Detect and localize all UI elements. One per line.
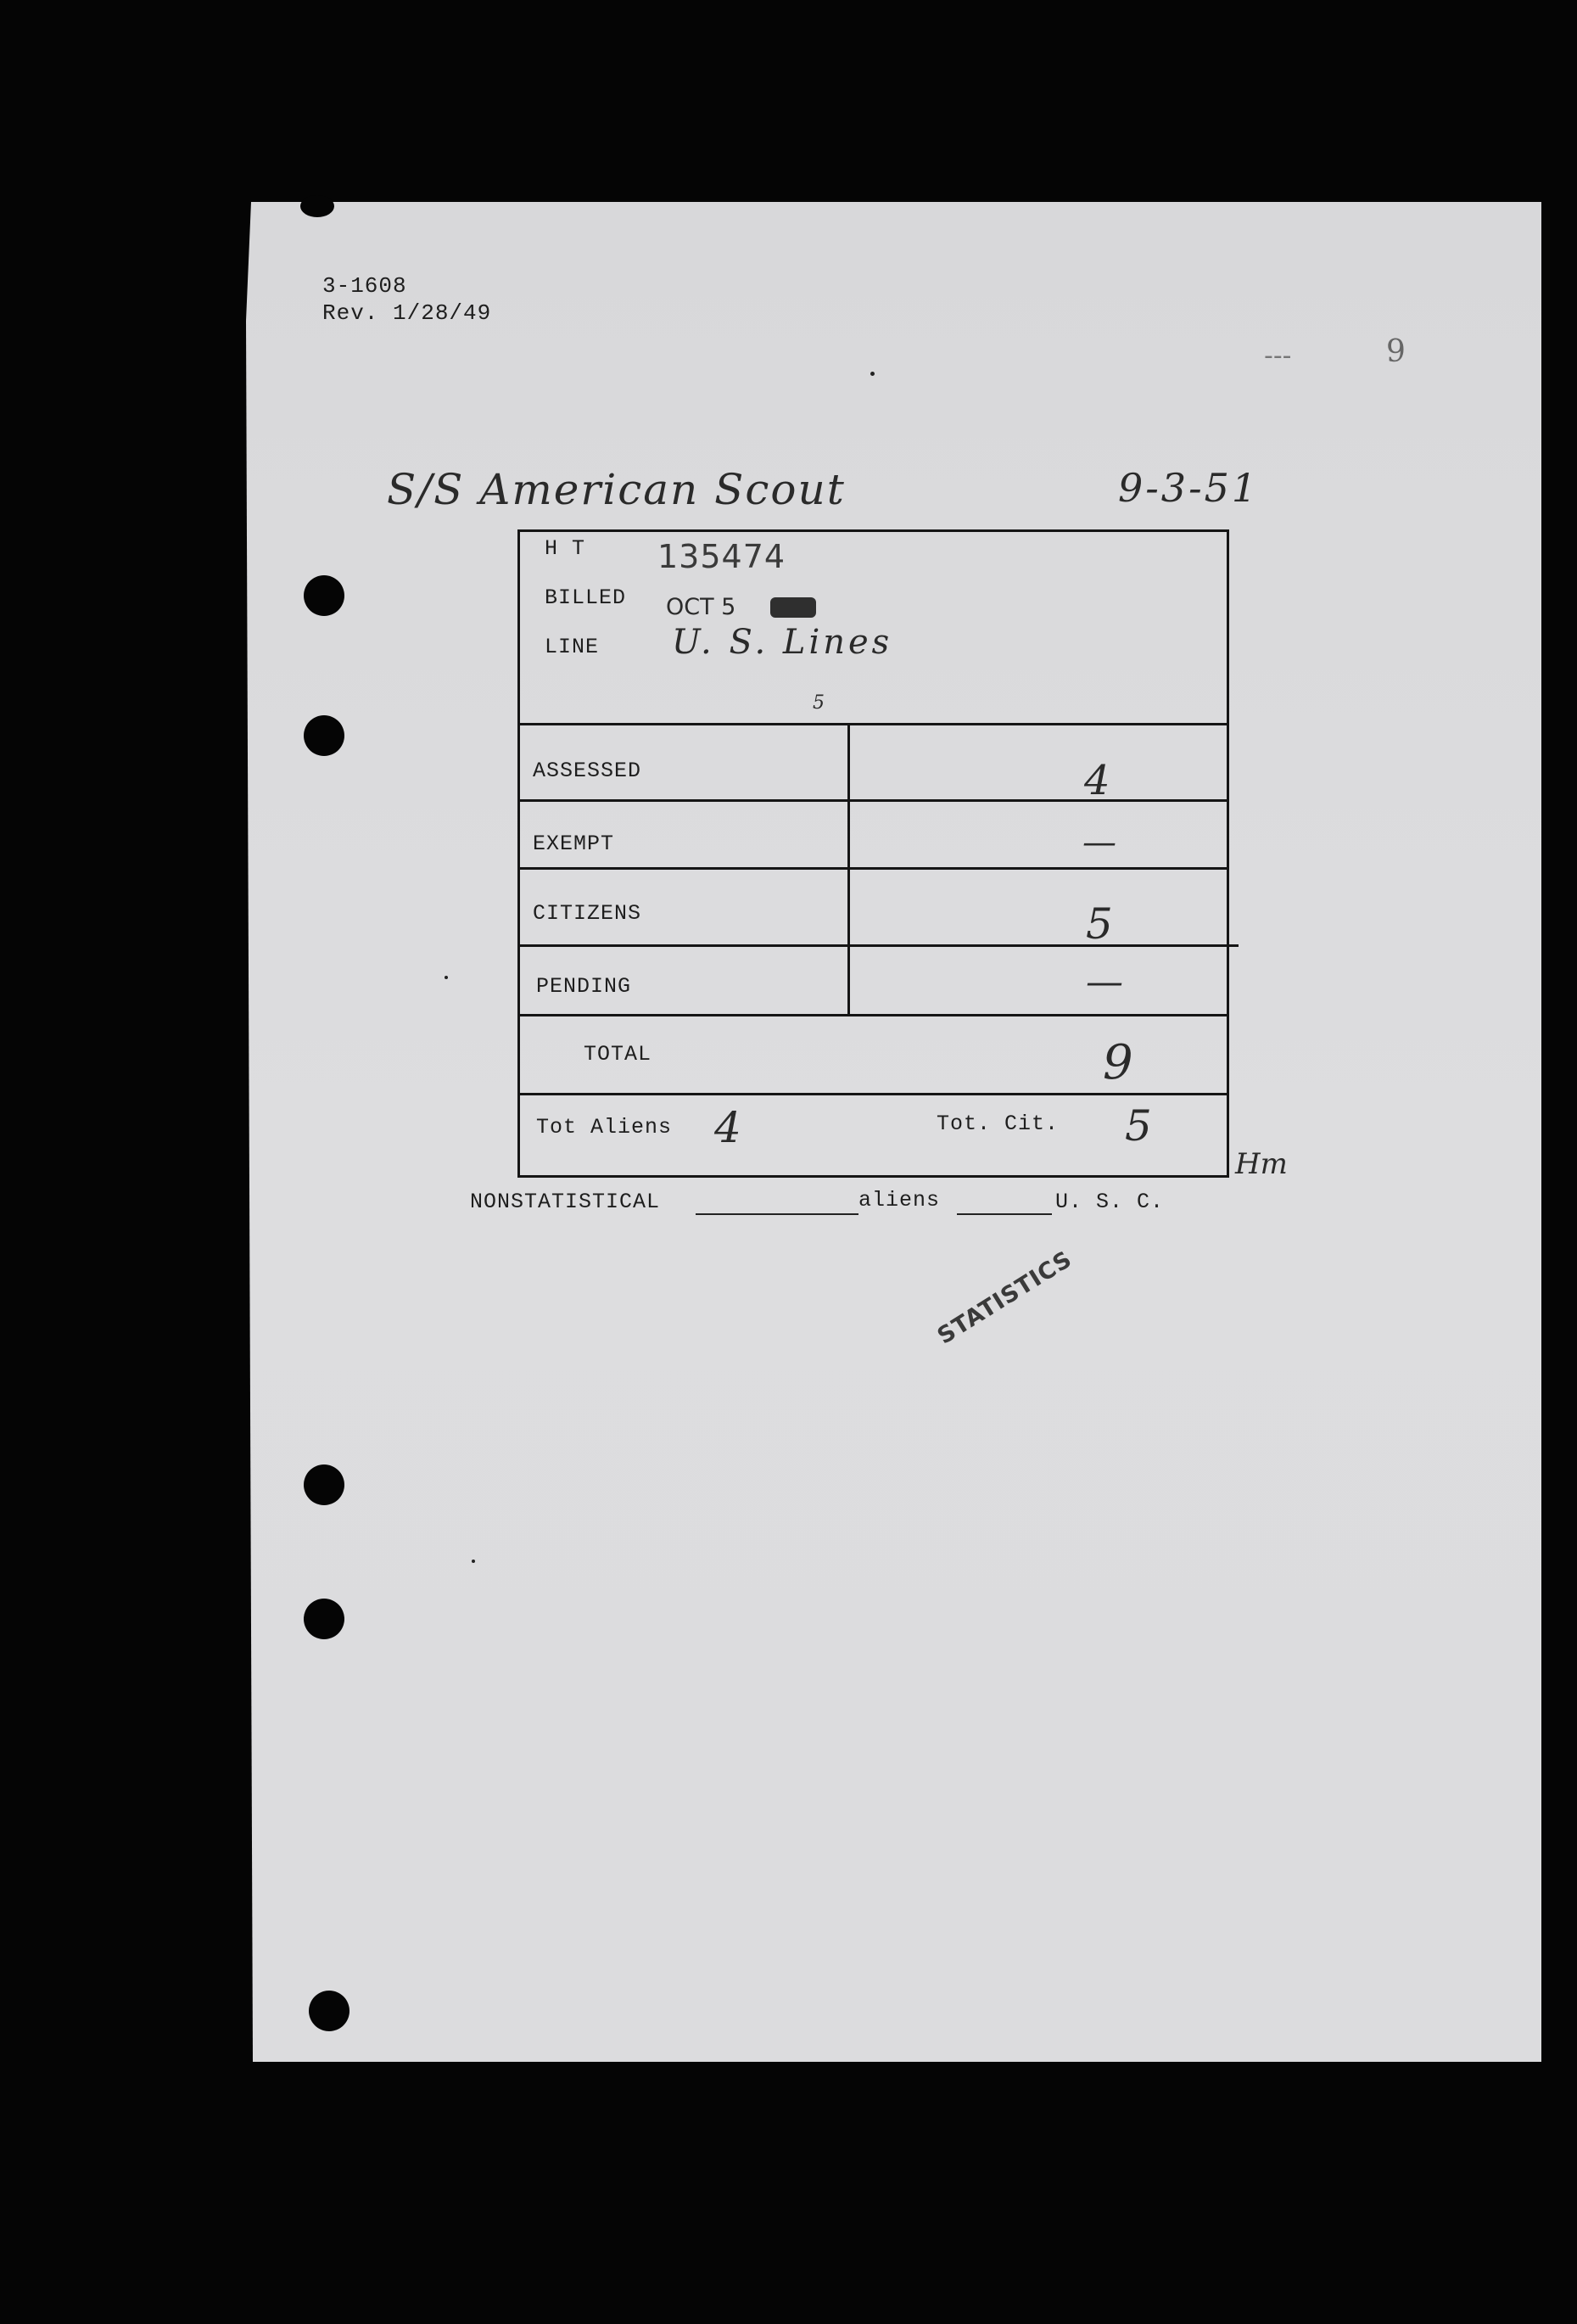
row-divider [517,867,1229,870]
box-border-left [517,529,520,1178]
assessed-value: 4 [1084,757,1110,804]
row-divider [517,944,1239,947]
tot-aliens-label: Tot Aliens [536,1115,673,1140]
column-divider [847,723,850,1014]
tot-cit-label: Tot. Cit. [937,1112,1060,1136]
billed-year-smudge [770,597,816,618]
clerk-initials: Hm [1235,1147,1288,1181]
tot-aliens-value: 4 [714,1103,741,1152]
exempt-value: — [1082,823,1116,862]
box-border-bottom [517,1175,1229,1178]
usc-label: U. S. C. [1055,1190,1165,1214]
punch-hole [300,195,334,217]
citizens-label: CITIZENS [533,901,642,926]
total-label: TOTAL [584,1042,652,1067]
box-border-top [517,529,1228,532]
ht-number: 135474 [657,538,786,575]
nonstatistical-label: NONSTATISTICAL [470,1190,661,1214]
punch-hole [304,1599,344,1639]
aliens-label: aliens [858,1188,941,1212]
tot-cit-value: 5 [1125,1101,1152,1151]
punch-hole [304,1464,344,1505]
paper-speck [472,1560,475,1563]
row-divider [517,1014,1229,1016]
page-dashes: --- [1264,341,1292,371]
ship-name: S/S American Scout [387,465,846,514]
total-value: 9 [1103,1035,1133,1090]
nonstatistical-blank [696,1213,858,1215]
small-mark: 5 [813,692,825,714]
exempt-label: EXEMPT [533,832,615,856]
billed-label: BILLED [545,585,627,610]
voyage-date: 9-3-51 [1118,465,1260,511]
punch-hole [304,575,344,616]
box-border-right [1227,529,1229,1178]
form-revision: Rev. 1/28/49 [322,300,492,326]
statistics-stamp: STATISTICS [932,1246,1077,1350]
page-number: 9 [1386,334,1406,369]
pending-label: PENDING [536,974,632,999]
line-value: U. S. Lines [672,623,893,662]
citizens-value: 5 [1086,899,1113,949]
paper-speck [870,372,875,376]
row-divider [517,1093,1229,1095]
punch-hole [309,1991,350,2031]
row-divider [517,799,1229,802]
pending-value: — [1086,960,1123,1004]
ht-label: H T [545,536,586,561]
aliens-blank [957,1213,1052,1215]
row-divider [517,723,1229,725]
paper-speck [445,976,448,979]
assessed-label: ASSESSED [533,759,642,783]
punch-hole [304,715,344,756]
form-number: 3-1608 [322,273,407,299]
billed-date: OCT 5 [666,594,736,620]
line-label: LINE [545,635,600,659]
